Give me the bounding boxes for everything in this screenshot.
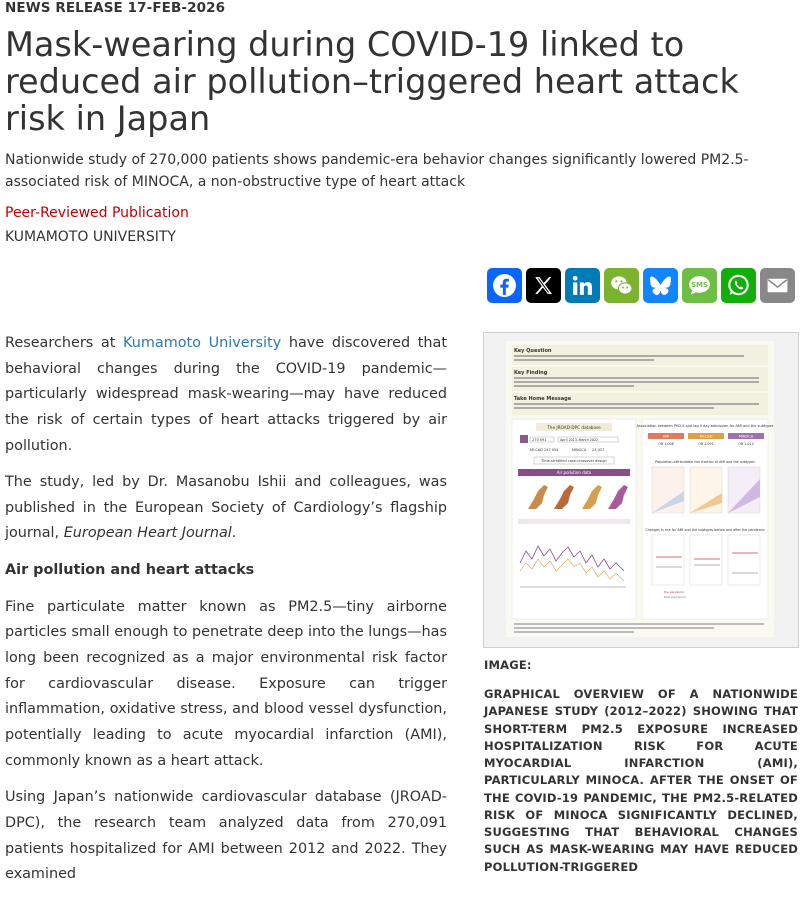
- kumamoto-university-link[interactable]: Kumamoto University: [123, 335, 282, 351]
- svg-text:Key Question: Key Question: [514, 348, 552, 354]
- x-icon: [531, 273, 556, 298]
- svg-text:OR 1.008: OR 1.008: [658, 442, 674, 446]
- svg-text:Key Finding: Key Finding: [514, 370, 548, 376]
- journal-name: European Heart Journal: [63, 525, 232, 542]
- bluesky-icon: [648, 273, 673, 298]
- image-label: IMAGE:: [484, 658, 532, 672]
- svg-text:23 037: 23 037: [592, 448, 605, 452]
- email-icon: [765, 273, 790, 298]
- wechat-icon: [609, 273, 634, 298]
- wechat-share-button[interactable]: [604, 268, 639, 303]
- image-caption: GRAPHICAL OVERVIEW OF A NATIONWIDE JAPANESE STUDY (2012–2022) SHOWING THAT SHORT-TERM PM2.5 EXPOSURE INCREASED HOSPITALIZATION RISK FOR ACUTE MYOCARDIAL INFARCTION (AMI), PARTICULARLY MINOCA. AFTER THE ONSET OF THE COVID-19 PANDEMIC, THE PM2.5-RELATED RISK OF MINOCA SIGNIFICANTLY DECLINED, SUGGESTING THAT BEHAVIORAL CHANGES SUCH AS MASK-WEARING MAY HAVE REDUCED POLLUTION-TRIGGERED: [484, 687, 798, 874]
- svg-text:AMI: AMI: [662, 434, 670, 439]
- svg-text:Time-stratified case-crossover: Time-stratified case-crossover design: [541, 459, 607, 463]
- facebook-icon: [492, 273, 517, 298]
- sms-share-button[interactable]: [682, 268, 717, 303]
- text-run: Researchers at: [5, 335, 124, 351]
- bluesky-share-button[interactable]: [643, 268, 678, 303]
- svg-text:OR 1.091: OR 1.091: [698, 442, 714, 446]
- svg-text:270 091: 270 091: [532, 438, 547, 442]
- svg-text:MINOCA: MINOCA: [738, 434, 754, 439]
- article-paragraph: [5, 470, 447, 547]
- svg-text:Population-attributable risk f: Population-attributable risk fraction of AMI and the subtypes: [655, 460, 755, 464]
- article-paragraph: [5, 331, 447, 459]
- share-bar: [487, 268, 795, 303]
- svg-text:Association between PM2.5 and: Association between PM2.5 and lag 0 day admission for AMI and the subtypes: [636, 424, 774, 428]
- svg-text:MI-CAD: MI-CAD: [530, 448, 543, 452]
- svg-text:April 2013–March 2022: April 2013–March 2022: [560, 438, 599, 442]
- svg-text:MINOCA: MINOCA: [572, 448, 587, 452]
- svg-text:Changes in risk for AMI and th: Changes in risk for AMI and the subtypes before and after the pandemic: [645, 528, 765, 532]
- whatsapp-icon: [726, 273, 751, 298]
- whatsapp-share-button[interactable]: [721, 268, 756, 303]
- article-body: [5, 331, 447, 899]
- section-heading: Air pollution and heart attacks: [5, 562, 255, 579]
- sms-icon: [687, 273, 712, 298]
- page-title: Mask-wearing during COVID-19 linked to reduced air pollution–triggered heart attack risk in Japan: [5, 25, 739, 139]
- svg-text:247 054: 247 054: [544, 448, 559, 452]
- svg-text:Take Home Message: Take Home Message: [514, 396, 572, 402]
- svg-text:Post-pandemic: Post-pandemic: [664, 595, 687, 599]
- text-run: .: [231, 525, 237, 542]
- subtitle: Nationwide study of 270,000 patients shows pandemic-era behavior changes significantly lowered PM2.5-associated risk of MINOCA, a non-obstructive type of heart attack: [5, 152, 749, 191]
- text-run: have discovered that behavioral changes during the COVID-19 pandemic—particularly widespread mask-wearing—may have reduced the risk of certain types of heart attacks triggered by air pollution.: [5, 335, 447, 454]
- text-run: The study, led by Dr. Masanobu Ishii and colleagues, was published in the European Society of Cardiology’s flagship journal,: [5, 474, 447, 542]
- facebook-share-button[interactable]: [487, 268, 522, 303]
- institution-name[interactable]: KUMAMOTO UNIVERSITY: [5, 229, 176, 245]
- dateline: NEWS RELEASE 17-FEB-2026: [5, 0, 226, 16]
- svg-text:OR 1.014: OR 1.014: [738, 442, 754, 446]
- svg-text:SMS: SMS: [691, 280, 708, 289]
- linkedin-icon: [570, 273, 595, 298]
- svg-text:Pre-pandemic: Pre-pandemic: [664, 590, 685, 594]
- email-share-button[interactable]: [760, 268, 795, 303]
- article-paragraph: Using Japan’s nationwide cardiovascular database (JROAD-DPC), the research team analyzed data from 270,091 patients hospitalized for AMI between 2012 and 2022. They examined: [5, 789, 447, 883]
- svg-text:Air pollution data: Air pollution data: [556, 470, 592, 475]
- article-paragraph: Fine particulate matter known as PM2.5—tiny airborne particles small enough to penetrate deep into the lungs—has long been recognized as a major environmental risk factor for cardiovascular disease. Exposure can trigger inflammation, oxidative stress, and blood vessel dysfunction, potentially leading to acute myocardial infarction (AMI), commonly known as a heart attack.: [5, 598, 447, 769]
- publication-type: Peer-Reviewed Publication: [5, 205, 189, 221]
- x-share-button[interactable]: [526, 268, 561, 303]
- graphical-abstract-image[interactable]: [483, 332, 799, 648]
- linkedin-share-button[interactable]: [565, 268, 600, 303]
- svg-text:The JROAD-DPC database: The JROAD-DPC database: [547, 425, 601, 430]
- graphical-abstract: [506, 341, 774, 637]
- svg-text:MI-CAD: MI-CAD: [699, 434, 713, 439]
